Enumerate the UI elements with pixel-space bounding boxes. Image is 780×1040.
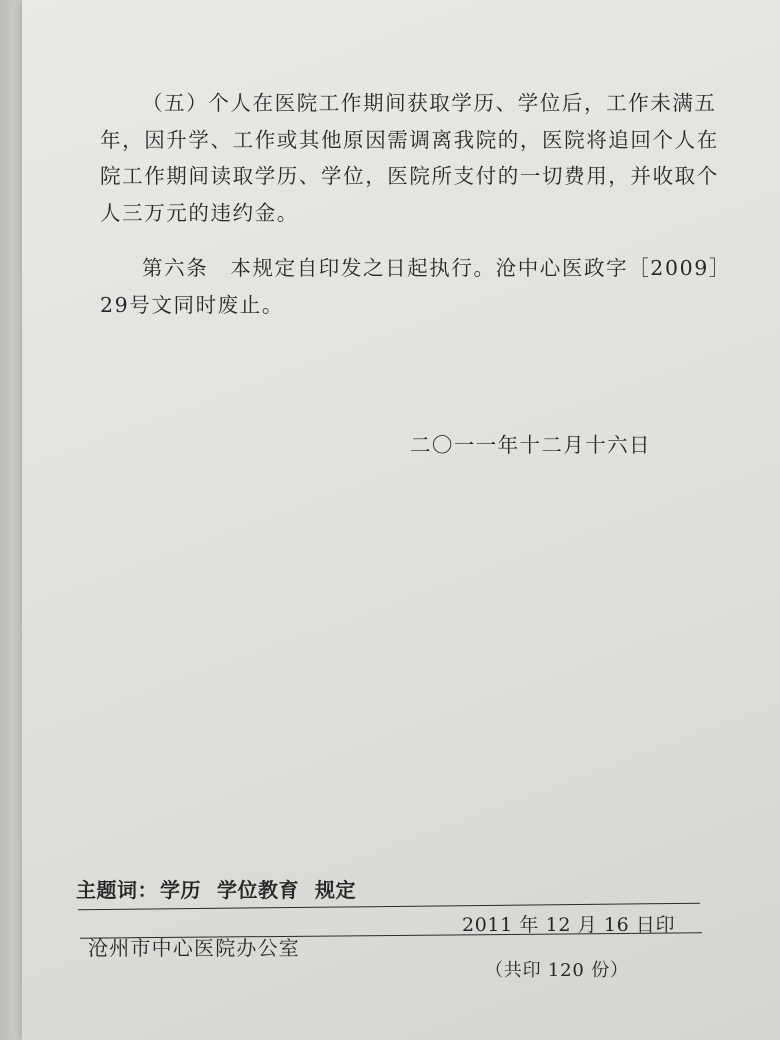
issuing-office: 沧州市中心医院办公室 — [88, 936, 300, 960]
keyword-item: 学位教育 — [217, 878, 299, 902]
adjacent-page-edge — [0, 0, 22, 1040]
keyword-item: 学历 — [160, 878, 201, 902]
clause-five-paragraph: （五）个人在医院工作期间获取学历、学位后，工作未满五年，因升学、工作或其他原因需调离我院的，医院将追回个人在院工作期间读取学历、学位，医院所支付的一切费用，并收取个人三万元的违约金。 — [100, 91, 719, 225]
keywords-label: 主题词： — [76, 878, 158, 902]
keyword-item: 规定 — [315, 878, 356, 902]
print-copies: （共印 120 份） — [485, 960, 629, 981]
article-six-paragraph: 第六条 本规定自印发之日起执行。沧中心医政字［2009］29号文同时废止。 — [100, 256, 721, 317]
signature-date: 二〇一一年十二月十六日 — [410, 433, 651, 457]
print-date: 2011 年 12 月 16 日印 — [462, 914, 676, 936]
subject-keywords — [76, 874, 372, 903]
